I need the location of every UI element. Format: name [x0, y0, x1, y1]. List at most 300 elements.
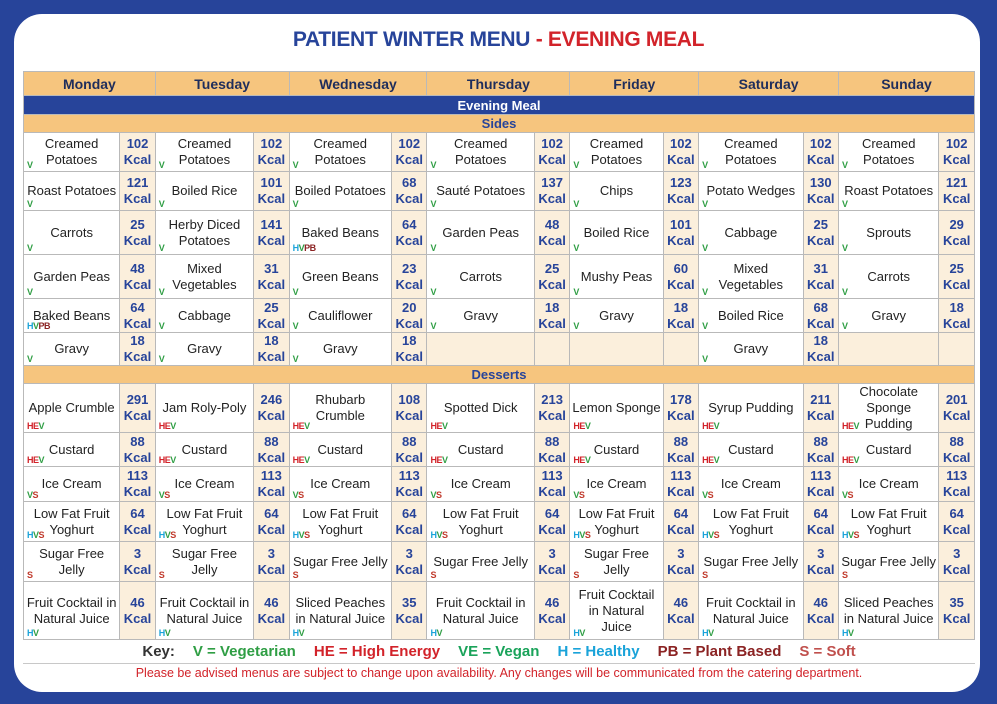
desserts-item — [155, 502, 253, 542]
item-name: Fruit Cocktail in Natural Juice — [578, 586, 655, 634]
diet-tags: V — [430, 321, 436, 331]
key-entry: HE = High Energy — [313, 643, 441, 660]
desserts-item — [839, 467, 939, 502]
desserts-item — [155, 384, 253, 433]
kcal-value: 35 Kcal — [939, 582, 975, 640]
diet-tags: HVS — [573, 530, 591, 540]
desserts-row — [24, 582, 975, 640]
diet-tags: HV — [573, 628, 585, 638]
item-name: Herby Diced Potatoes — [168, 216, 241, 248]
diet-tags: V — [842, 321, 848, 331]
diet-tags: V — [702, 321, 708, 331]
kcal-value: 23 Kcal — [391, 255, 426, 299]
item-name: Ice Cream — [858, 476, 919, 491]
kcal-value: 88 Kcal — [663, 433, 698, 467]
item-name: Lemon Sponge — [572, 400, 661, 415]
desserts-item — [699, 502, 803, 542]
empty-kcal-cell — [534, 333, 569, 366]
diet-tags: S — [842, 570, 848, 580]
kcal-value: 64 Kcal — [254, 502, 289, 542]
day-header: Monday — [24, 72, 156, 96]
desserts-item — [570, 502, 663, 542]
kcal-value: 64 Kcal — [803, 502, 838, 542]
sides-item — [699, 333, 803, 366]
key-entry: H = Healthy — [557, 643, 640, 660]
day-header: Saturday — [699, 72, 839, 96]
diet-tags: HEV — [842, 455, 860, 465]
kcal-value: 18 Kcal — [939, 299, 975, 333]
key-legend — [23, 643, 975, 663]
menu-table — [23, 71, 975, 640]
sides-item — [155, 299, 253, 333]
sides-item — [839, 299, 939, 333]
diet-tags: VS — [292, 490, 304, 500]
sides-item — [289, 255, 391, 299]
key-entry: V = Vegetarian — [192, 643, 296, 660]
sides-item — [839, 172, 939, 211]
diet-tags: VS — [158, 490, 170, 500]
sides-item — [570, 133, 663, 172]
sides-item — [570, 299, 663, 333]
item-name: Custard — [728, 441, 774, 457]
sides-item — [155, 255, 253, 299]
diet-tags: S — [27, 570, 33, 580]
item-name: Gravy — [733, 341, 769, 356]
diet-tags: V — [27, 354, 33, 364]
sides-item — [427, 172, 534, 211]
desserts-item — [570, 467, 663, 502]
desserts-item — [570, 542, 663, 582]
kcal-value: 130 Kcal — [803, 172, 838, 211]
kcal-value: 113 Kcal — [663, 467, 698, 502]
kcal-value: 29 Kcal — [939, 211, 975, 255]
diet-tags: HEV — [573, 421, 591, 431]
day-header: Sunday — [839, 72, 975, 96]
desserts-item — [24, 502, 120, 542]
diet-tags: V — [158, 287, 165, 297]
item-name: Sliced Peaches in Natural Juice — [295, 594, 386, 626]
item-name: Sugar Free Jelly — [171, 545, 237, 577]
page-title — [0, 28, 997, 52]
kcal-value: 25 Kcal — [120, 211, 155, 255]
diet-tags: V — [842, 199, 848, 209]
kcal-value: 101 Kcal — [663, 211, 698, 255]
diet-tags: HEV — [430, 455, 448, 465]
sides-item — [699, 299, 803, 333]
diet-tags: VS — [27, 490, 39, 500]
diet-tags: VS — [430, 490, 442, 500]
sides-item — [570, 255, 663, 299]
item-name: Gravy — [599, 307, 634, 323]
diet-tags: S — [292, 570, 299, 580]
item-name: Baked Beans — [32, 307, 111, 323]
kcal-value: 20 Kcal — [391, 299, 426, 333]
item-name: Custard — [181, 441, 228, 457]
item-name: Mixed Vegetables — [172, 260, 237, 292]
diet-tags: V — [292, 321, 299, 331]
sides-item — [24, 211, 120, 255]
diet-tags: HEV — [573, 455, 591, 465]
item-name: Cauliflower — [308, 307, 373, 323]
kcal-value: 64 Kcal — [939, 502, 975, 542]
item-name: Fruit Cocktail in Natural Juice — [159, 594, 250, 626]
diet-tags: V — [842, 243, 848, 253]
item-name: Sauté Potatoes — [436, 183, 526, 198]
item-name: Custard — [593, 441, 640, 457]
diet-tags: HVS — [158, 530, 176, 540]
key-label: Key: — [142, 643, 175, 660]
desserts-item — [24, 582, 120, 640]
item-name: Garden Peas — [442, 224, 519, 240]
desserts-item — [570, 433, 663, 467]
kcal-value: 3 Kcal — [120, 542, 155, 582]
item-name: Creamed Potatoes — [724, 136, 778, 167]
item-name: Roast Potatoes — [844, 183, 934, 198]
kcal-value: 48 Kcal — [120, 255, 155, 299]
kcal-value: 102 Kcal — [663, 133, 698, 172]
divider — [23, 663, 975, 664]
kcal-value: 102 Kcal — [120, 133, 155, 172]
empty-cell — [570, 333, 663, 366]
kcal-value: 46 Kcal — [120, 582, 155, 640]
key-entry: PB = Plant Based — [657, 643, 782, 660]
kcal-value: 18 Kcal — [803, 333, 838, 366]
diet-tags: HVPB — [292, 243, 316, 253]
diet-tags: HVS — [292, 530, 310, 540]
desserts-item — [24, 384, 120, 433]
desserts-section-row — [24, 366, 975, 384]
sides-item — [24, 255, 120, 299]
item-name: Fruit Cocktail in Natural Juice — [26, 594, 117, 626]
item-name: Carrots — [867, 268, 910, 284]
desserts-section-label: Desserts — [24, 366, 975, 384]
desserts-item — [839, 384, 939, 433]
item-name: Low Fat Fruit Yoghurt — [578, 505, 655, 537]
kcal-value: 68 Kcal — [391, 172, 426, 211]
desserts-item — [427, 467, 534, 502]
diet-tags: HEV — [27, 455, 45, 465]
item-name: Roast Potatoes — [27, 183, 117, 198]
item-name: Boiled Potatoes — [294, 183, 386, 198]
sides-row — [24, 255, 975, 299]
item-name: Baked Beans — [301, 224, 379, 240]
item-name: Gravy — [463, 307, 499, 323]
kcal-value: 102 Kcal — [254, 133, 289, 172]
item-name: Rhubarb Crumble — [315, 392, 366, 423]
kcal-value: 137 Kcal — [534, 172, 569, 211]
item-name: Chocolate Sponge Pudding — [859, 384, 918, 431]
kcal-value: 18 Kcal — [391, 333, 426, 366]
desserts-item — [570, 582, 663, 640]
item-name: Low Fat Fruit Yoghurt — [302, 505, 379, 537]
desserts-item — [839, 502, 939, 542]
kcal-value: 121 Kcal — [120, 172, 155, 211]
kcal-value: 18 Kcal — [534, 299, 569, 333]
diet-tags: V — [573, 199, 579, 209]
desserts-item — [427, 384, 534, 433]
item-name: Potato Wedges — [706, 183, 796, 198]
desserts-row — [24, 502, 975, 542]
diet-tags: HVS — [430, 530, 448, 540]
item-name: Low Fat Fruit Yoghurt — [166, 505, 243, 537]
sides-item — [289, 299, 391, 333]
item-name: Creamed Potatoes — [453, 136, 508, 167]
diet-tags: HV — [842, 628, 854, 638]
kcal-value: 18 Kcal — [120, 333, 155, 366]
item-name: Ice Cream — [720, 476, 781, 491]
sides-item — [289, 333, 391, 366]
empty-cell — [427, 333, 534, 366]
kcal-value: 121 Kcal — [939, 172, 975, 211]
sides-item — [699, 133, 803, 172]
item-name: Sugar Free Jelly — [583, 545, 650, 577]
kcal-value: 3 Kcal — [534, 542, 569, 582]
desserts-item — [289, 542, 391, 582]
item-name: Creamed Potatoes — [44, 136, 99, 167]
desserts-item — [24, 542, 120, 582]
kcal-value: 18 Kcal — [663, 299, 698, 333]
diet-tags: S — [702, 570, 708, 580]
item-name: Sliced Peaches in Natural Juice — [843, 594, 934, 626]
day-header-row — [24, 72, 975, 96]
diet-tags: VS — [573, 490, 585, 500]
diet-tags: V — [158, 160, 165, 170]
key-entry: VE = Vegan — [458, 643, 540, 660]
diet-tags: V — [158, 243, 165, 253]
kcal-value: 211 Kcal — [803, 384, 838, 433]
sides-item — [839, 211, 939, 255]
sides-item — [570, 211, 663, 255]
desserts-item — [699, 542, 803, 582]
kcal-value: 88 Kcal — [534, 433, 569, 467]
diet-tags: V — [430, 243, 436, 253]
sides-item — [699, 211, 803, 255]
sides-item — [839, 133, 939, 172]
item-name: Ice Cream — [586, 476, 647, 491]
item-name: Custard — [48, 441, 95, 457]
diet-tags: V — [702, 199, 708, 209]
kcal-value: 46 Kcal — [663, 582, 698, 640]
kcal-value: 141 Kcal — [254, 211, 289, 255]
item-name: Low Fat Fruit Yoghurt — [33, 505, 110, 537]
day-header: Thursday — [427, 72, 570, 96]
sides-item — [699, 255, 803, 299]
sides-section-row — [24, 115, 975, 133]
diet-tags: V — [573, 243, 579, 253]
sides-item — [24, 299, 120, 333]
diet-tags: V — [430, 199, 436, 209]
desserts-item — [427, 542, 534, 582]
diet-tags: V — [292, 287, 299, 297]
kcal-value: 46 Kcal — [254, 582, 289, 640]
diet-tags: V — [158, 199, 165, 209]
kcal-value: 213 Kcal — [534, 384, 569, 433]
desserts-item — [699, 433, 803, 467]
item-name: Spotted Dick — [443, 400, 518, 415]
kcal-value: 64 Kcal — [391, 502, 426, 542]
diet-tags: HEV — [430, 421, 448, 431]
diet-tags: V — [702, 354, 708, 364]
diet-tags: V — [573, 321, 579, 331]
kcal-value: 64 Kcal — [120, 299, 155, 333]
diet-tags: V — [292, 160, 299, 170]
diet-tags: VS — [702, 490, 714, 500]
sides-item — [155, 133, 253, 172]
kcal-value: 3 Kcal — [939, 542, 975, 582]
desserts-item — [427, 502, 534, 542]
empty-kcal-cell — [663, 333, 698, 366]
kcal-value: 25 Kcal — [254, 299, 289, 333]
sides-item — [289, 211, 391, 255]
kcal-value: 102 Kcal — [803, 133, 838, 172]
item-name: Boiled Rice — [583, 224, 650, 240]
desserts-item — [427, 433, 534, 467]
meal-label: Evening Meal — [24, 96, 975, 115]
item-name: Creamed Potatoes — [313, 136, 368, 167]
kcal-value: 88 Kcal — [254, 433, 289, 467]
diet-tags: V — [158, 354, 165, 364]
sides-item — [289, 133, 391, 172]
item-name: Mixed Vegetables — [718, 260, 783, 292]
kcal-value: 201 Kcal — [939, 384, 975, 433]
diet-tags: V — [158, 321, 165, 331]
diet-tags: HV — [702, 628, 714, 638]
kcal-value: 25 Kcal — [534, 255, 569, 299]
kcal-value: 64 Kcal — [663, 502, 698, 542]
day-header: Wednesday — [289, 72, 427, 96]
item-name: Carrots — [459, 268, 502, 284]
kcal-value: 68 Kcal — [803, 299, 838, 333]
kcal-value: 46 Kcal — [534, 582, 569, 640]
kcal-value: 88 Kcal — [391, 433, 426, 467]
kcal-value: 35 Kcal — [391, 582, 426, 640]
item-name: Mushy Peas — [580, 268, 653, 284]
diet-tags: V — [27, 243, 33, 253]
desserts-item — [24, 433, 120, 467]
kcal-value: 3 Kcal — [391, 542, 426, 582]
sides-item — [24, 133, 120, 172]
item-name: Carrots — [50, 224, 93, 240]
diet-tags: S — [430, 570, 436, 580]
item-name: Cabbage — [178, 307, 231, 323]
diet-tags: VS — [842, 490, 854, 500]
item-name: Fruit Cocktail in Natural Juice — [706, 594, 796, 626]
item-name: Gravy — [54, 341, 89, 356]
desserts-item — [289, 582, 391, 640]
item-name: Ice Cream — [41, 476, 102, 491]
diet-tags: V — [842, 160, 848, 170]
kcal-value: 3 Kcal — [663, 542, 698, 582]
item-name: Sugar Free Jelly — [703, 553, 799, 569]
desserts-item — [699, 582, 803, 640]
diet-tags: HEV — [292, 455, 310, 465]
sides-section-label: Sides — [24, 115, 975, 133]
diet-tags: V — [430, 287, 436, 297]
desserts-item — [155, 542, 253, 582]
kcal-value: 102 Kcal — [534, 133, 569, 172]
desserts-row — [24, 433, 975, 467]
meal-row — [24, 96, 975, 115]
diet-tags: S — [573, 570, 579, 580]
desserts-row — [24, 384, 975, 433]
kcal-value: 64 Kcal — [534, 502, 569, 542]
kcal-value: 246 Kcal — [254, 384, 289, 433]
diet-tags: V — [702, 243, 708, 253]
empty-cell — [839, 333, 939, 366]
item-name: Creamed Potatoes — [589, 136, 644, 167]
sides-item — [24, 333, 120, 366]
desserts-item — [289, 502, 391, 542]
item-name: Ice Cream — [174, 476, 235, 491]
item-name: Low Fat Fruit Yoghurt — [850, 505, 927, 537]
kcal-value: 25 Kcal — [939, 255, 975, 299]
kcal-value: 113 Kcal — [120, 467, 155, 502]
diet-tags: HV — [158, 628, 171, 638]
item-name: Custard — [317, 441, 364, 457]
kcal-value: 113 Kcal — [254, 467, 289, 502]
kcal-value: 88 Kcal — [803, 433, 838, 467]
diet-tags: HVS — [702, 530, 720, 540]
desserts-item — [839, 433, 939, 467]
diet-tags: HEV — [702, 455, 720, 465]
item-name: Boiled Rice — [717, 307, 784, 323]
desserts-item — [699, 384, 803, 433]
title-main: PATIENT WINTER MENU — [292, 28, 531, 51]
item-name: Sugar Free Jelly — [39, 545, 105, 577]
item-name: Ice Cream — [450, 476, 511, 491]
kcal-value: 113 Kcal — [803, 467, 838, 502]
desserts-item — [570, 384, 663, 433]
diet-tags: HEV — [842, 421, 860, 431]
day-header: Friday — [570, 72, 699, 96]
sides-row — [24, 299, 975, 333]
item-name: Low Fat Fruit Yoghurt — [712, 505, 789, 537]
kcal-value: 88 Kcal — [939, 433, 975, 467]
item-name: Low Fat Fruit Yoghurt — [442, 505, 519, 537]
item-name: Fruit Cocktail in Natural Juice — [435, 594, 526, 626]
kcal-value: 291 Kcal — [120, 384, 155, 433]
diet-tags: V — [292, 354, 299, 364]
kcal-value: 31 Kcal — [803, 255, 838, 299]
diet-tags: S — [158, 570, 165, 580]
kcal-value: 18 Kcal — [254, 333, 289, 366]
diet-tags: V — [702, 287, 708, 297]
sides-item — [427, 255, 534, 299]
item-name: Sugar Free Jelly — [433, 553, 528, 569]
title-meal: - EVENING MEAL — [535, 28, 705, 51]
sides-item — [155, 211, 253, 255]
desserts-row — [24, 542, 975, 582]
diet-tags: V — [842, 287, 848, 297]
notice-text: Please be advised menus are subject to change upon availability. Any changes will be communicated from the catering department. — [135, 666, 863, 680]
sides-item — [427, 133, 534, 172]
sides-item — [699, 172, 803, 211]
desserts-item — [155, 582, 253, 640]
kcal-value: 113 Kcal — [534, 467, 569, 502]
kcal-value: 108 Kcal — [391, 384, 426, 433]
kcal-value: 64 Kcal — [391, 211, 426, 255]
item-name: Custard — [457, 441, 504, 457]
desserts-item — [155, 433, 253, 467]
diet-tags: V — [27, 199, 33, 209]
desserts-item — [24, 467, 120, 502]
sides-row — [24, 211, 975, 255]
diet-tags: V — [573, 287, 579, 297]
item-name: Gravy — [187, 341, 222, 356]
day-header: Tuesday — [155, 72, 289, 96]
sides-row — [24, 133, 975, 172]
kcal-value: 3 Kcal — [803, 542, 838, 582]
